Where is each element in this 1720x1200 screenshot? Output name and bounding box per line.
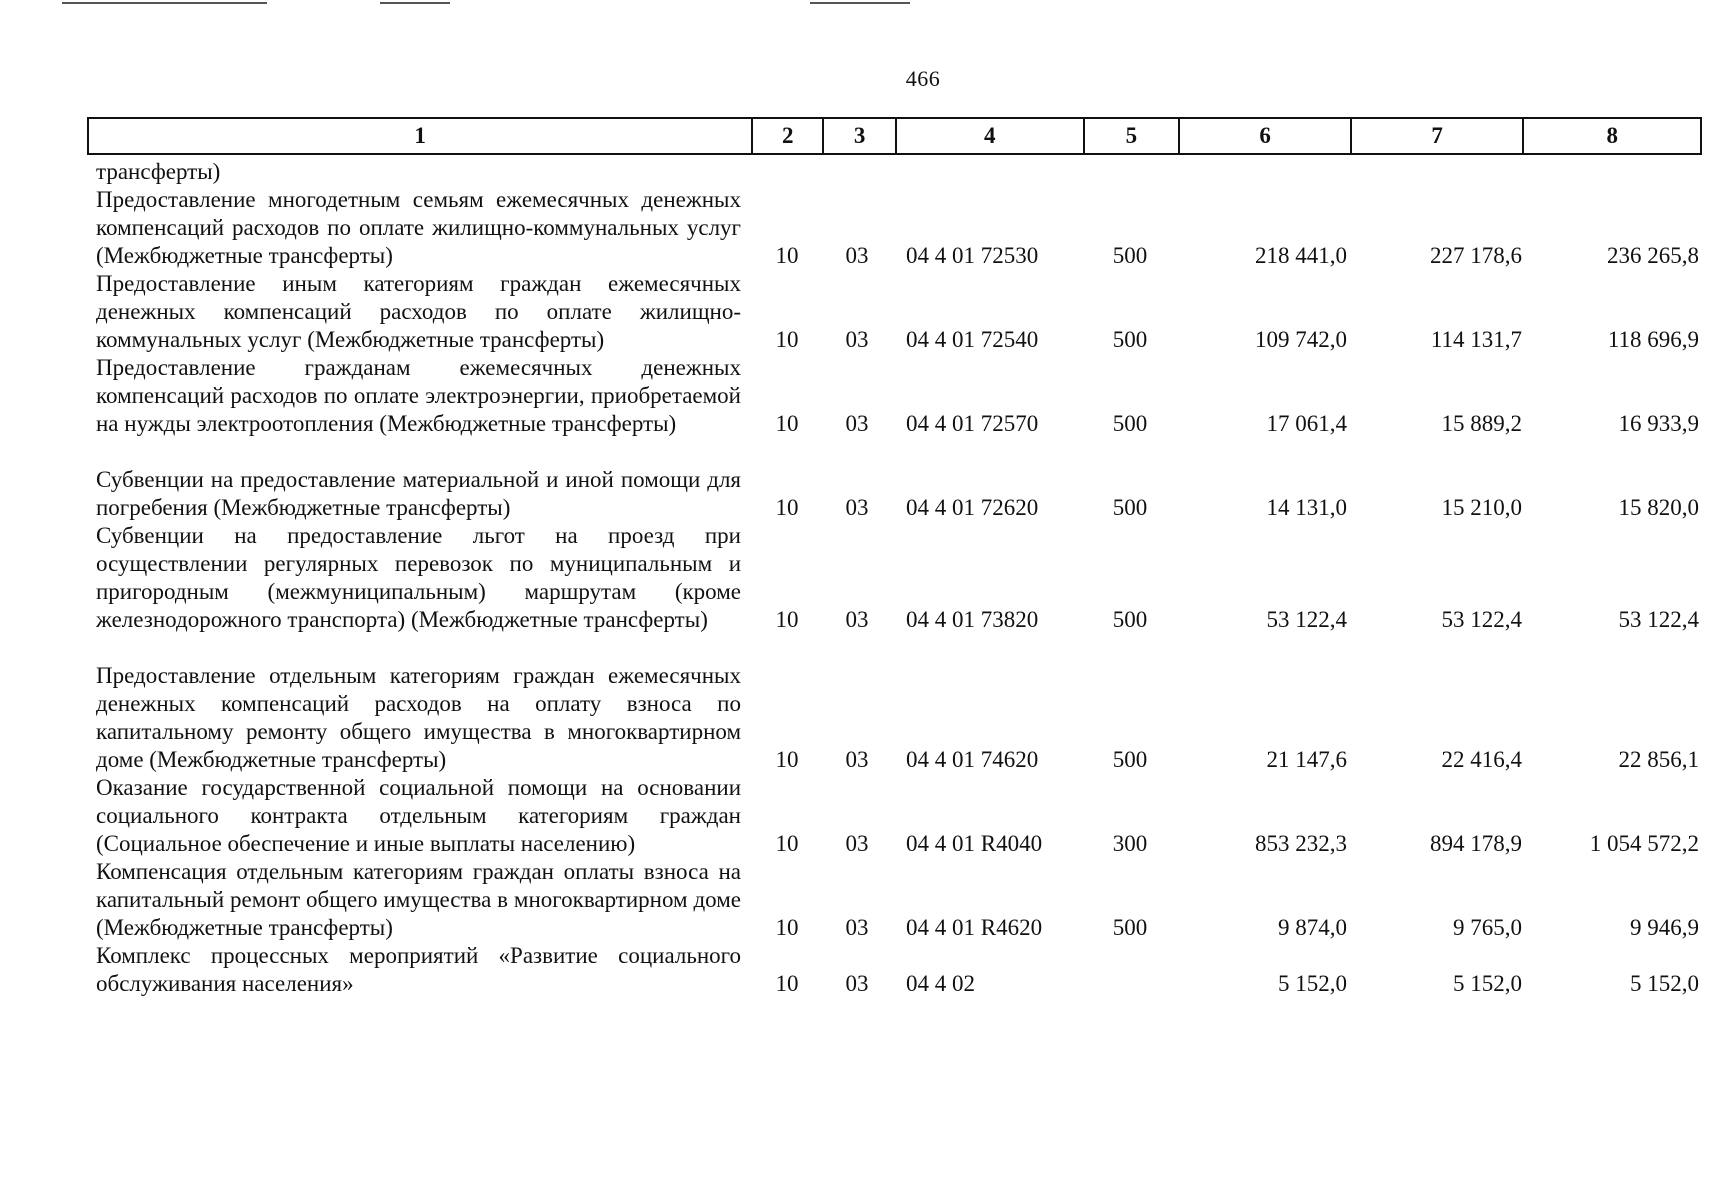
expense-name: Предоставление гражданам ежемесячных денежных компенсаций расходов по оплате электроэнергии, приобретаемой на нужды электроотопления (Межбюджетные трансферты)	[96, 355, 741, 436]
target-article-code: 04 4 01 R4620	[906, 915, 1043, 940]
amount-year-2: 227 178,6	[1430, 243, 1522, 268]
table-row	[96, 466, 1704, 522]
expense-type-code: 500	[1112, 243, 1148, 268]
column-number-header	[87, 117, 1702, 155]
target-article-code: 04 4 01 R4040	[906, 831, 1043, 856]
amount-year-2: 15 210,0	[1441, 495, 1522, 520]
expense-type-code: 300	[1112, 831, 1148, 856]
section-code: 10	[775, 327, 799, 352]
amount-year-3: 16 933,9	[1618, 411, 1699, 436]
amount-year-3: 1 054 572,2	[1589, 831, 1699, 856]
amount-year-1: 109 742,0	[1255, 327, 1347, 352]
expense-type-code: 500	[1112, 327, 1148, 352]
target-article-code: 04 4 01 72620	[906, 495, 1039, 520]
subsection-code: 03	[845, 243, 869, 268]
target-article-code: 04 4 01 73820	[906, 607, 1039, 632]
expense-type-code: 500	[1112, 607, 1148, 632]
subsection-code: 03	[845, 607, 869, 632]
expense-type-code: 500	[1112, 747, 1148, 772]
target-article-code: 04 4 01 72540	[906, 327, 1039, 352]
section-code: 10	[775, 747, 799, 772]
section-code: 10	[775, 831, 799, 856]
subsection-code: 03	[845, 971, 869, 996]
table-row	[96, 522, 1704, 634]
amount-year-2: 5 152,0	[1453, 971, 1522, 996]
column-header-cell: 4	[897, 119, 1085, 153]
amount-year-1: 9 874,0	[1278, 915, 1347, 940]
amount-year-1: 14 131,0	[1266, 495, 1347, 520]
amount-year-2: 53 122,4	[1441, 607, 1522, 632]
amount-year-1: 53 122,4	[1266, 607, 1347, 632]
subsection-code: 03	[845, 411, 869, 436]
target-article-code: 04 4 02	[906, 971, 975, 996]
expense-name: Оказание государственной социальной помощи на основании социального контракта отдельным категориям граждан (Социальное обеспечение и иные выплаты населению)	[96, 775, 741, 856]
expense-name: Компенсация отдельным категориям граждан оплаты взноса на капитальный ремонт общего имущества в многоквартирном доме (Межбюджетные трансферты)	[96, 859, 741, 940]
expense-name: Предоставление отдельным категориям граждан ежемесячных денежных компенсаций расходов на оплату взноса по капитальному ремонту общего имущества в многоквартирном доме (Межбюджетные трансферты)	[96, 663, 741, 772]
amount-year-3: 15 820,0	[1618, 495, 1699, 520]
section-code: 10	[775, 915, 799, 940]
subsection-code: 03	[845, 831, 869, 856]
table-row	[96, 662, 1704, 774]
expense-name: Комплекс процессных мероприятий «Развитие социального обслуживания населения»	[96, 943, 741, 996]
scan-artifact-line	[62, 2, 267, 4]
amount-year-3: 9 946,9	[1630, 915, 1699, 940]
table-row	[96, 354, 1704, 438]
amount-year-3: 118 696,9	[1607, 327, 1699, 352]
amount-year-2: 114 131,7	[1430, 327, 1522, 352]
column-header-cell: 5	[1085, 119, 1181, 153]
amount-year-3: 5 152,0	[1630, 971, 1699, 996]
column-header-cell: 1	[89, 119, 753, 153]
amount-year-3: 53 122,4	[1618, 607, 1699, 632]
amount-year-3: 22 856,1	[1618, 747, 1699, 772]
amount-year-2: 894 178,9	[1430, 831, 1522, 856]
column-header-cell: 2	[753, 119, 824, 153]
expense-name: Предоставление многодетным семьям ежемесячных денежных компенсаций расходов по оплате жилищно-коммунальных услуг (Межбюджетные трансферты)	[96, 187, 741, 268]
subsection-code: 03	[845, 327, 869, 352]
section-code: 10	[775, 971, 799, 996]
expense-name: Субвенции на предоставление материальной и иной помощи для погребения (Межбюджетные трансферты)	[96, 467, 741, 520]
scan-artifact-line	[380, 2, 450, 4]
amount-year-1: 17 061,4	[1266, 411, 1347, 436]
carry-over-text: трансферты)	[96, 159, 221, 184]
expense-type-code: 500	[1112, 495, 1148, 520]
subsection-code: 03	[845, 747, 869, 772]
section-code: 10	[775, 495, 799, 520]
table-row	[96, 942, 1704, 998]
column-header-cell: 7	[1352, 119, 1525, 153]
amount-year-2: 15 889,2	[1441, 411, 1522, 436]
amount-year-2: 9 765,0	[1453, 915, 1522, 940]
column-header-cell: 6	[1180, 119, 1352, 153]
expense-type-code: 500	[1112, 411, 1148, 436]
section-code: 10	[775, 411, 799, 436]
target-article-code: 04 4 01 72570	[906, 411, 1039, 436]
amount-year-1: 5 152,0	[1278, 971, 1347, 996]
table-row	[96, 270, 1704, 354]
expense-name: Предоставление иным категориям граждан ежемесячных денежных компенсаций расходов по оплате жилищно-коммунальных услуг (Межбюджетные трансферты)	[96, 271, 741, 352]
target-article-code: 04 4 01 74620	[906, 747, 1039, 772]
expense-name: Субвенции на предоставление льгот на проезд при осуществлении регулярных перевозок по муниципальным и пригородным (межмуниципальным) маршрутам (кроме железнодорожного транспорта) (Межбюджетные трансферты)	[96, 523, 741, 632]
table-row	[96, 858, 1704, 942]
amount-year-1: 21 147,6	[1266, 747, 1347, 772]
table-row	[96, 774, 1704, 858]
amount-year-3: 236 265,8	[1607, 243, 1699, 268]
section-code: 10	[775, 607, 799, 632]
target-article-code: 04 4 01 72530	[906, 243, 1039, 268]
amount-year-1: 218 441,0	[1255, 243, 1347, 268]
scan-artifact-line	[810, 2, 910, 4]
table-row	[96, 186, 1704, 270]
amount-year-2: 22 416,4	[1441, 747, 1522, 772]
column-header-cell: 3	[824, 119, 897, 153]
section-code: 10	[775, 243, 799, 268]
amount-year-1: 853 232,3	[1255, 831, 1347, 856]
column-header-cell: 8	[1606, 123, 1618, 148]
subsection-code: 03	[845, 495, 869, 520]
expense-type-code: 500	[1112, 915, 1148, 940]
subsection-code: 03	[845, 915, 869, 940]
page-number: 466	[905, 66, 941, 91]
